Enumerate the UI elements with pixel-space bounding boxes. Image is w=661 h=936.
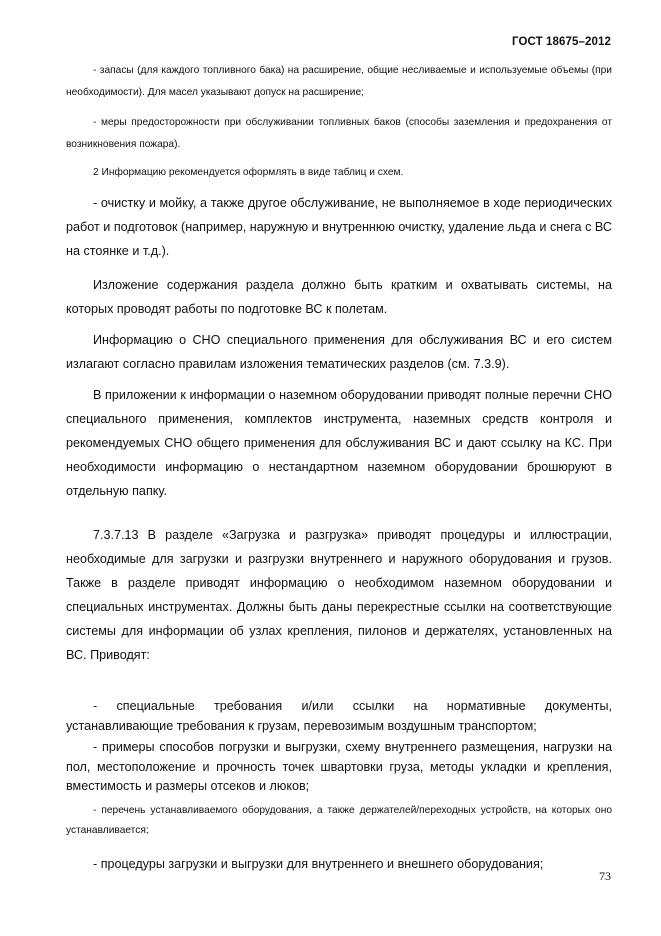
paragraph-loading-procedures: - процедуры загрузки и выгрузки для внутреннего и внешнего оборудования; <box>93 857 544 871</box>
paragraph-fuel-precautions: - меры предосторожности при обслуживании топливных баков (способы заземления и предохранения от возникновения пожара). <box>66 117 612 150</box>
paragraph-ground-equipment-appendix: В приложении к информации о наземном оборудовании приводят полные перечни СНО специального применения, комплектов инструмента, наземных средств контроля и рекомендуемых СНО общего применения для обслуживания ВС и дают ссылку на КС. При необходимости информацию о нестандартном наземном оборудовании брошюруют в отдельную папку. <box>66 388 612 498</box>
paragraph-installed-equipment: - перечень устанавливаемого оборудования, а также держателей/переходных устройств, на которых оно устанавливается; <box>66 805 612 836</box>
paragraph-section-summary: Изложение содержания раздела должно быть кратким и охватывать системы, на которых проводят работы по подготовке ВС к полетам. <box>66 278 612 316</box>
paragraph-note-tables: 2 Информацию рекомендуется оформлять в виде таблиц и схем. <box>93 167 404 178</box>
document-standard-header: ГОСТ 18675–2012 <box>511 36 611 48</box>
page-number: 73 <box>599 869 611 883</box>
paragraph-fuel-reserves: - запасы (для каждого топливного бака) на расширение, общие несливаемые и используемые объемы (при необходимости). Для масел указывают допуск на расширение; <box>66 65 612 98</box>
paragraph-loading-section: 7.3.7.13 В разделе «Загрузка и разгрузка» приводят процедуры и иллюстрации, необходимые для загрузки и разгрузки внутреннего и наружного оборудования и грузов. Также в разделе приводят информацию о необходимом наземном оборудовании и специальных инструментах. Должны быть даны перекрестные ссылки на соответствующие системы для информации об узлах крепления, пилонов и держателях, установленных на ВС. Приводят: <box>66 528 612 662</box>
paragraph-cargo-requirements: - специальные требования и/или ссылки на нормативные документы, устанавливающие требования к грузам, перевозимым воздушным транспортом; <box>66 699 612 733</box>
paragraph-special-equipment: Информацию о СНО специального применения для обслуживания ВС и его систем излагают согласно правилам изложения тематических разделов (см. 7.3.9). <box>66 333 612 371</box>
paragraph-cleaning: - очистку и мойку, а также другое обслуживание, не выполняемое в ходе периодических работ и подготовок (например, наружную и внутреннюю очистку, удаление льда и снега с ВС на стоянке и т.д.). <box>66 196 612 258</box>
paragraph-loading-examples: - примеры способов погрузки и выгрузки, схему внутреннего размещения, нагрузки на пол, местоположение и прочность точек швартовки груза, методы укладки и крепления, вместимость и размеры отсеков и люков; <box>66 740 612 793</box>
